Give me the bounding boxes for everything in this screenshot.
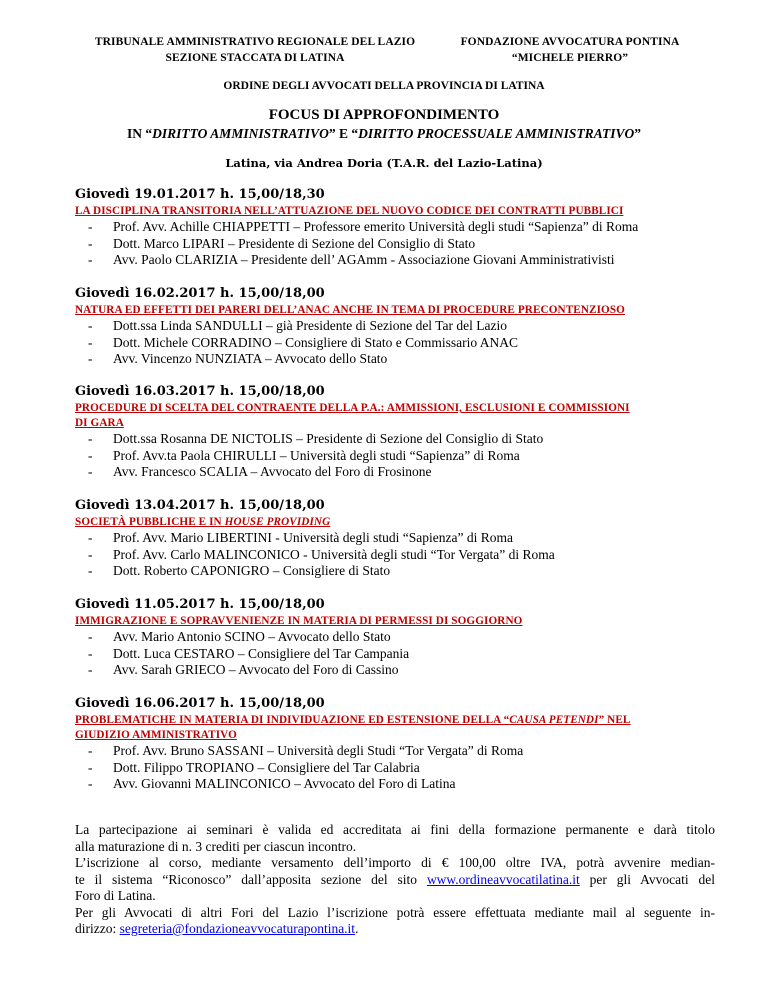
speaker-text: Avv. Sarah GRIECO – Avvocato del Foro di Cassino [113, 662, 399, 677]
title-subject-1: DIRITTO AMMINISTRATIVO [152, 126, 329, 141]
speaker-list [75, 318, 715, 368]
email-line-2 [75, 921, 715, 938]
speaker-text: Avv. Paolo CLARIZIA – Presidente dell’ AGAmm - Associazione Giovani Amministrativisti [113, 252, 615, 267]
session-date: Giovedì 13.04.2017 h. 15,00/18,00 [75, 498, 325, 513]
speaker-text: Avv. Mario Antonio SCINO – Avvocato dello Stato [113, 629, 391, 644]
speaker-item: - Dott. Luca CESTARO – Consigliere del Tar Campania [88, 645, 410, 661]
session-topic: LA DISCIPLINA TRANSITORIA NELL’ATTUAZIONE DEL NUOVO CODICE DEI CONTRATTI PUBBLICI [75, 205, 624, 217]
speaker-list [75, 219, 715, 269]
title-focus: FOCUS DI APPROFONDIMENTO [268, 107, 500, 123]
speaker-item: - Dott. Marco LIPARI – Presidente di Sezione del Consiglio di Stato [88, 235, 476, 251]
session-5 [75, 596, 715, 679]
speaker-list [75, 431, 715, 481]
email-line-2-post: . [355, 921, 359, 936]
speaker-item: - Prof. Avv.ta Paola CHIRULLI – Università degli studi “Sapienza” di Roma [88, 447, 520, 463]
registration-line-2-post: per gli Avvocati del [579, 871, 715, 887]
session-topic-italic: HOUSE PROVIDING [224, 516, 331, 528]
speaker-item: - Avv. Francesco SCALIA – Avvocato del Foro di Frosinone [88, 464, 432, 479]
session-1 [75, 186, 715, 269]
header-tribunal-line1: TRIBUNALE AMMINISTRATIVO REGIONALE DEL LAZIO [94, 36, 416, 48]
registration-line-2-pre: te il sistema “Riconosco” dall’apposita sezione del sito [75, 871, 427, 887]
speaker-item: - Avv. Sarah GRIECO – Avvocato del Foro di Cassino [88, 662, 399, 677]
session-topic: IMMIGRAZIONE E SOPRAVVENIENZE IN MATERIA DI PERMESSI DI SOGGIORNO [75, 615, 523, 627]
speaker-list [75, 743, 715, 793]
credits-line-1: La partecipazione ai seminari è valida ed accreditata ai fini della formazione permanente e darà titolo [75, 822, 715, 837]
footer-notes [75, 822, 715, 938]
session-6 [75, 695, 715, 793]
session-topic-after: ” NEL [598, 714, 631, 726]
session-topic [75, 515, 715, 530]
speaker-text: Dott.ssa Linda SANDULLI – già Presidente di Sezione del Tar del Lazio [113, 318, 507, 333]
session-4 [75, 497, 715, 580]
title-subject-2: DIRITTO PROCESSUALE AMMINISTRATIVO [358, 126, 635, 141]
speaker-text: Prof. Avv. Bruno SASSANI – Università degli Studi “Tor Vergata” di Roma [113, 743, 524, 758]
session-date: Giovedì 16.02.2017 h. 15,00/18,00 [75, 286, 325, 301]
bar-association: ORDINE DEGLI AVVOCATI DELLA PROVINCIA DI LATINA [223, 80, 545, 92]
title-subjects-post: ” [634, 126, 641, 141]
speaker-text: Dott. Marco LIPARI – Presidente di Sezione del Consiglio di Stato [113, 235, 476, 251]
speaker-item: - Dott.ssa Rosanna DE NICTOLIS – Presidente di Sezione del Consiglio di Stato [88, 431, 544, 446]
registration-line-3: Foro di Latina. [75, 888, 156, 903]
email-line-2-pre: dirizzo: [75, 921, 120, 936]
header-foundation-line2: “MICHELE PIERRO” [511, 52, 629, 64]
session-date: Giovedì 16.06.2017 h. 15,00/18,00 [75, 696, 325, 711]
website-link[interactable]: www.ordineavvocatilatina.it [426, 871, 580, 887]
session-2 [75, 285, 715, 368]
speaker-text: Dott.ssa Rosanna DE NICTOLIS – Presidente di Sezione del Consiglio di Stato [113, 431, 544, 446]
speaker-list [75, 530, 715, 580]
speaker-item: - Prof. Avv. Carlo MALINCONICO - Università degli studi “Tor Vergata” di Roma [88, 546, 555, 562]
speaker-item: - Dott.ssa Linda SANDULLI – già Presidente di Sezione del Tar del Lazio [88, 318, 507, 333]
session-topic-text: SOCIETÀ PUBBLICHE E IN [75, 516, 225, 528]
session-date: Giovedì 19.01.2017 h. 15,00/18,30 [75, 187, 325, 202]
header-foundation-line1: FONDAZIONE AVVOCATURA PONTINA [460, 36, 680, 48]
session-topic-cont: GIUDIZIO AMMINISTRATIVO [75, 729, 237, 741]
session-topic-cont: DI GARA [75, 417, 124, 429]
session-date: Giovedì 11.05.2017 h. 15,00/18,00 [75, 597, 325, 612]
title-subjects [0, 126, 768, 142]
speaker-item: - Avv. Mario Antonio SCINO – Avvocato dello Stato [88, 629, 391, 644]
email-link[interactable]: segreteria@fondazioneavvocaturapontina.it [119, 921, 356, 936]
registration-line-2 [75, 872, 715, 889]
session-date: Giovedì 16.03.2017 h. 15,00/18,00 [75, 384, 325, 399]
speaker-item: - Dott. Michele CORRADINO – Consigliere di Stato e Commissario ANAC [88, 334, 518, 350]
credits-line-2: alla maturazione di n. 3 crediti per ciascun incontro. [75, 838, 357, 854]
registration-line-1: L’iscrizione al corso, mediante versamento dell’importo di € 100,00 oltre IVA, potrà avvenire median- [75, 855, 715, 870]
speaker-item: - Dott. Filippo TROPIANO – Consigliere del Tar Calabria [88, 759, 420, 775]
speaker-text: Dott. Filippo TROPIANO – Consigliere del Tar Calabria [113, 759, 420, 775]
email-line-1: Per gli Avvocati di altri Fori del Lazio l’iscrizione potrà essere effettuata mediante mail al seguente in- [75, 904, 715, 920]
session-topic-italic: CAUSA PETENDI [509, 714, 599, 726]
title-subjects-mid: ” E “ [328, 126, 359, 141]
venue: Latina, via Andrea Doria (T.A.R. del Lazio-Latina) [225, 156, 543, 170]
speaker-list [75, 629, 715, 679]
speaker-text: Dott. Roberto CAPONIGRO – Consigliere di Stato [113, 563, 391, 578]
speaker-text: Dott. Luca CESTARO – Consigliere del Tar Campania [113, 645, 410, 661]
speaker-text: Avv. Vincenzo NUNZIATA – Avvocato dello Stato [113, 351, 388, 366]
speaker-item: - Avv. Paolo CLARIZIA – Presidente dell’ AGAmm - Associazione Giovani Amministrativisti [88, 252, 615, 267]
speaker-text: Prof. Avv.ta Paola CHIRULLI – Università degli studi “Sapienza” di Roma [113, 447, 520, 463]
title-subjects-pre: IN “ [127, 126, 153, 141]
speaker-text: Prof. Avv. Carlo MALINCONICO - Università degli studi “Tor Vergata” di Roma [113, 546, 555, 562]
session-topic-text: PROBLEMATICHE IN MATERIA DI INDIVIDUAZIONE ED ESTENSIONE DELLA “ [75, 714, 510, 726]
speaker-text: Avv. Giovanni MALINCONICO – Avvocato del Foro di Latina [113, 776, 456, 791]
speaker-item: - Prof. Avv. Bruno SASSANI – Università degli Studi “Tor Vergata” di Roma [88, 743, 524, 758]
session-topic: PROCEDURE DI SCELTA DEL CONTRAENTE DELLA P.A.: AMMISSIONI, ESCLUSIONI E COMMISSIONI [75, 402, 630, 414]
speaker-text: Prof. Avv. Achille CHIAPPETTI – Professore emerito Università degli studi “Sapienza” di Roma [113, 219, 639, 234]
session-3 [75, 383, 715, 481]
speaker-text: Dott. Michele CORRADINO – Consigliere di Stato e Commissario ANAC [113, 334, 518, 350]
speaker-item: - Prof. Avv. Mario LIBERTINI - Università degli studi “Sapienza” di Roma [88, 530, 513, 545]
speaker-item: - Prof. Avv. Achille CHIAPPETTI – Professore emerito Università degli studi “Sapienza” di Roma [88, 219, 639, 234]
speaker-item: - Dott. Roberto CAPONIGRO – Consigliere di Stato [88, 563, 391, 578]
header-tribunal [75, 34, 435, 66]
session-topic [75, 713, 715, 728]
speaker-text: Prof. Avv. Mario LIBERTINI - Università degli studi “Sapienza” di Roma [113, 530, 513, 545]
header-foundation [440, 34, 700, 66]
speaker-item: - Avv. Vincenzo NUNZIATA – Avvocato dello Stato [88, 351, 388, 366]
header-tribunal-line2: SEZIONE STACCATA DI LATINA [165, 52, 345, 64]
session-topic: NATURA ED EFFETTI DEI PARERI DELL’ANAC ANCHE IN TEMA DI PROCEDURE PRECONTENZIOSO [75, 304, 625, 316]
speaker-item: - Avv. Giovanni MALINCONICO – Avvocato del Foro di Latina [88, 776, 456, 791]
speaker-text: Avv. Francesco SCALIA – Avvocato del Foro di Frosinone [113, 464, 432, 479]
